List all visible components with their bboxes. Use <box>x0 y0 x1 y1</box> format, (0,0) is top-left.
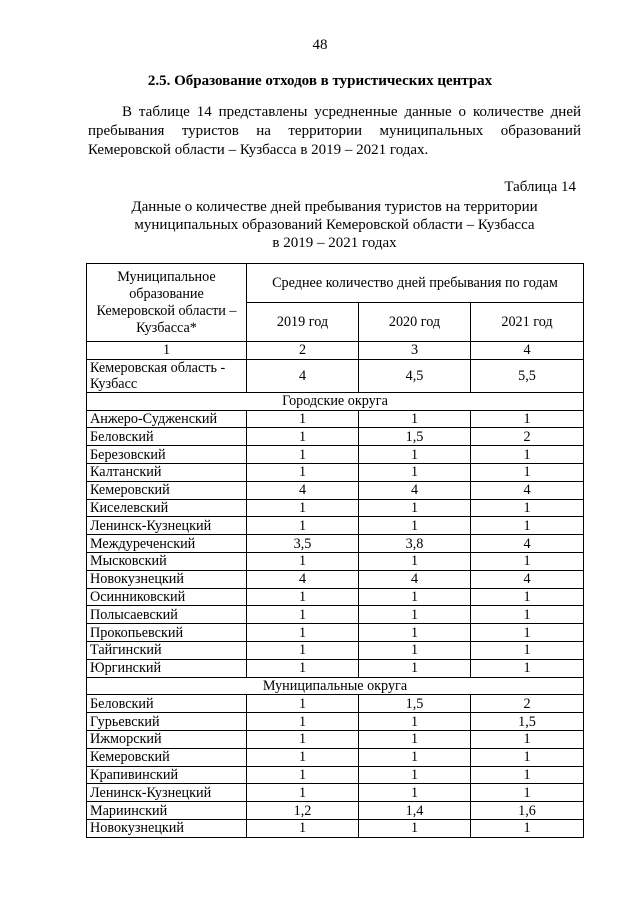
table-caption-line: Данные о количестве дней пребывания туристов на территории <box>131 199 538 215</box>
table-row <box>87 570 584 588</box>
table-row <box>87 713 584 731</box>
cell-value: 1,6 <box>471 802 584 820</box>
cell-value: 1 <box>247 641 359 659</box>
cell-value: 1 <box>247 819 359 837</box>
cell-value: 1 <box>247 588 359 606</box>
section-header-row <box>87 677 584 695</box>
cell-value: 4 <box>471 570 584 588</box>
table-row <box>87 802 584 820</box>
cell-value: 1,2 <box>247 802 359 820</box>
cell-value: 1 <box>359 588 471 606</box>
cell-value: 1 <box>247 428 359 446</box>
cell-value: 1,4 <box>359 802 471 820</box>
table-caption <box>88 198 581 252</box>
cell-value: 1 <box>247 730 359 748</box>
cell-value: 1 <box>471 748 584 766</box>
row-name: Березовский <box>87 446 247 464</box>
cell-value: 1 <box>471 730 584 748</box>
row-name: Тайгинский <box>87 641 247 659</box>
row-name: Беловский <box>87 695 247 713</box>
page-number: 48 <box>312 37 328 53</box>
row-name: Кемеровский <box>87 748 247 766</box>
cell-value: 1 <box>247 659 359 677</box>
cell-value: 1 <box>471 784 584 802</box>
cell-value: 1 <box>359 748 471 766</box>
year-column-header: 2020 год <box>359 303 471 342</box>
row-name: Киселевский <box>87 499 247 517</box>
row-name: Крапивинский <box>87 766 247 784</box>
cell-value: 1 <box>247 695 359 713</box>
row-name: Ленинск-Кузнецкий <box>87 517 247 535</box>
row-name: Мысковский <box>87 552 247 570</box>
cell-value: 1 <box>359 463 471 481</box>
cell-value: 1 <box>247 713 359 731</box>
section-heading: 2.5. Образование отходов в туристических центрах <box>147 73 493 89</box>
row-name: Кемеровская область - Кузбасс <box>87 359 247 392</box>
cell-value: 1 <box>471 517 584 535</box>
intro-paragraph: В таблице 14 представлены усредненные данные о количестве дней пребывания туристов на территории муниципальных образований Кемеровской области – Кузбасса в 2019 – 2021 годах. <box>88 104 581 158</box>
table-row <box>87 766 584 784</box>
row-name: Гурьевский <box>87 713 247 731</box>
column-number: 3 <box>359 342 471 360</box>
cell-value: 1 <box>247 517 359 535</box>
column-number: 2 <box>247 342 359 360</box>
table-row <box>87 446 584 464</box>
row-name: Междуреченский <box>87 535 247 553</box>
row-name: Калтанский <box>87 463 247 481</box>
cell-value: 1 <box>359 713 471 731</box>
cell-value: 3,5 <box>247 535 359 553</box>
cell-value: 1 <box>471 659 584 677</box>
cell-value: 1 <box>359 659 471 677</box>
region-total-row <box>87 359 584 392</box>
cell-value: 1 <box>359 624 471 642</box>
table-row <box>87 535 584 553</box>
row-name: Ижморский <box>87 730 247 748</box>
row-name: Новокузнецкий <box>87 819 247 837</box>
column-number: 4 <box>471 342 584 360</box>
table-row <box>87 588 584 606</box>
table-row <box>87 819 584 837</box>
cell-value: 1 <box>247 410 359 428</box>
cell-value: 5,5 <box>471 359 584 392</box>
cell-value: 1 <box>247 499 359 517</box>
cell-value: 4 <box>359 481 471 499</box>
row-name: Юргинский <box>87 659 247 677</box>
year-column-header: 2019 год <box>247 303 359 342</box>
column-numbering-row <box>87 342 584 360</box>
table-row <box>87 481 584 499</box>
cell-value: 1 <box>471 463 584 481</box>
table-row <box>87 730 584 748</box>
cell-value: 4 <box>471 481 584 499</box>
section-title: Муниципальные округа <box>87 677 584 695</box>
cell-value: 1 <box>247 463 359 481</box>
table-row <box>87 748 584 766</box>
cell-value: 1 <box>471 606 584 624</box>
year-column-header: 2021 год <box>471 303 584 342</box>
cell-value: 1 <box>247 552 359 570</box>
cell-value: 1 <box>247 766 359 784</box>
cell-value: 1 <box>359 446 471 464</box>
row-name: Новокузнецкий <box>87 570 247 588</box>
cell-value: 4 <box>359 570 471 588</box>
table-row <box>87 659 584 677</box>
table-row <box>87 410 584 428</box>
cell-value: 1,5 <box>359 695 471 713</box>
table-row <box>87 784 584 802</box>
cell-value: 1 <box>359 410 471 428</box>
table-row <box>87 641 584 659</box>
section-header-row <box>87 392 584 410</box>
cell-value: 1 <box>359 606 471 624</box>
table-row <box>87 695 584 713</box>
cell-value: 1 <box>247 446 359 464</box>
cell-value: 1 <box>471 410 584 428</box>
row-name: Полысаевский <box>87 606 247 624</box>
cell-value: 1 <box>359 641 471 659</box>
cell-value: 4,5 <box>359 359 471 392</box>
cell-value: 1 <box>359 784 471 802</box>
table-row <box>87 624 584 642</box>
row-name: Кемеровский <box>87 481 247 499</box>
cell-value: 1 <box>471 641 584 659</box>
row-name: Анжеро-Судженский <box>87 410 247 428</box>
table-number: Таблица 14 <box>504 179 576 195</box>
cell-value: 1 <box>471 499 584 517</box>
table-row <box>87 499 584 517</box>
cell-value: 1 <box>359 819 471 837</box>
section-title: Городские округа <box>87 392 584 410</box>
table-row <box>87 463 584 481</box>
cell-value: 1 <box>471 624 584 642</box>
cell-value: 4 <box>247 481 359 499</box>
municipality-column-header: Муниципальное образование Кемеровской области – Кузбасса* <box>87 264 247 342</box>
cell-value: 2 <box>471 695 584 713</box>
cell-value: 1 <box>247 624 359 642</box>
table-caption-line: в 2019 – 2021 годах <box>272 235 397 251</box>
row-name: Прокопьевский <box>87 624 247 642</box>
row-name: Осинниковский <box>87 588 247 606</box>
row-name: Мариинский <box>87 802 247 820</box>
table-caption-line: муниципальных образований Кемеровской области – Кузбасса <box>134 217 535 233</box>
cell-value: 1 <box>471 552 584 570</box>
stay-duration-table <box>86 263 584 838</box>
cell-value: 1 <box>471 819 584 837</box>
cell-value: 1 <box>247 748 359 766</box>
row-name: Беловский <box>87 428 247 446</box>
cell-value: 4 <box>247 570 359 588</box>
average-days-group-header: Среднее количество дней пребывания по годам <box>247 264 584 303</box>
cell-value: 1 <box>359 552 471 570</box>
cell-value: 1 <box>247 784 359 802</box>
cell-value: 1 <box>359 517 471 535</box>
cell-value: 4 <box>247 359 359 392</box>
cell-value: 1 <box>247 606 359 624</box>
table-row <box>87 428 584 446</box>
cell-value: 4 <box>471 535 584 553</box>
cell-value: 3,8 <box>359 535 471 553</box>
cell-value: 1 <box>359 499 471 517</box>
table-row <box>87 606 584 624</box>
column-number: 1 <box>87 342 247 360</box>
cell-value: 1 <box>359 766 471 784</box>
row-name: Ленинск-Кузнецкий <box>87 784 247 802</box>
cell-value: 1 <box>471 588 584 606</box>
cell-value: 1 <box>471 766 584 784</box>
table-row <box>87 517 584 535</box>
cell-value: 1 <box>471 446 584 464</box>
table-row <box>87 552 584 570</box>
cell-value: 1,5 <box>471 713 584 731</box>
cell-value: 1 <box>359 730 471 748</box>
cell-value: 2 <box>471 428 584 446</box>
cell-value: 1,5 <box>359 428 471 446</box>
